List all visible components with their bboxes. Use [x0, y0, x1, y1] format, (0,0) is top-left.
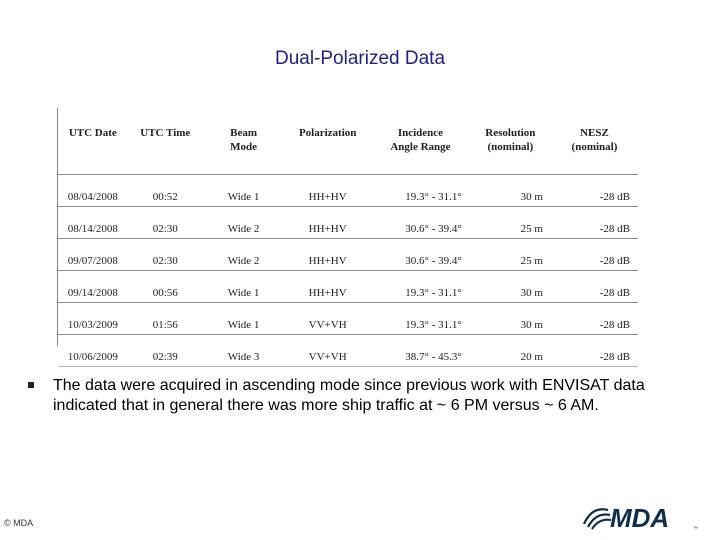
column-header-line1: Polarization	[298, 127, 357, 139]
table-cell: 02:30	[128, 206, 203, 238]
table-cell: -28 dB	[551, 174, 638, 206]
table-cell: VV+VH	[284, 302, 371, 334]
column-header-line2: (nominal)	[571, 141, 618, 153]
column-header	[284, 108, 371, 174]
table-row	[58, 174, 638, 206]
mda-logo	[582, 500, 700, 532]
table-header-row	[58, 108, 638, 174]
table-cell: -28 dB	[551, 270, 638, 302]
table-cell: Wide 1	[203, 302, 284, 334]
bullet-square-icon	[28, 382, 34, 388]
column-header	[203, 108, 284, 174]
table-cell: 30.6° - 39.4°	[371, 206, 470, 238]
logo-text: MDA	[610, 503, 670, 532]
table-cell: 08/14/2008	[58, 206, 128, 238]
table-cell: 10/06/2009	[58, 334, 128, 366]
acquisition-table-container	[57, 108, 638, 363]
column-header	[128, 108, 203, 174]
table-row	[58, 206, 638, 238]
bullet-text: The data were acquired in ascending mode since previous work with ENVISAT data indicated that in general there was more ship traffic at ~ 6 PM versus ~ 6 AM.	[53, 377, 645, 414]
table-cell: HH+HV	[284, 270, 371, 302]
table-cell: 02:39	[128, 334, 203, 366]
table-cell: Wide 1	[203, 270, 284, 302]
table-cell: HH+HV	[284, 238, 371, 270]
table-cell: Wide 3	[203, 334, 284, 366]
table-cell: 09/14/2008	[58, 270, 128, 302]
table-cell: Wide 1	[203, 174, 284, 206]
column-header-line1: NESZ	[580, 127, 609, 139]
column-header-line1: UTC Time	[140, 127, 191, 139]
column-header	[58, 108, 128, 174]
table-cell: 02:30	[128, 238, 203, 270]
copyright-notice: © MDA	[4, 518, 34, 528]
table-cell: 25 m	[470, 238, 551, 270]
table-cell: 10/03/2009	[58, 302, 128, 334]
trademark-mark: ™	[693, 526, 698, 532]
acquisition-table	[58, 108, 638, 367]
table-row	[58, 270, 638, 302]
column-header	[551, 108, 638, 174]
table-cell: 19.3° - 31.1°	[371, 174, 470, 206]
table-row	[58, 302, 638, 334]
table-row	[58, 334, 638, 366]
column-header-line1: Resolution	[485, 127, 536, 139]
table-cell: 19.3° - 31.1°	[371, 302, 470, 334]
column-header	[470, 108, 551, 174]
column-header-line2: (nominal)	[487, 141, 534, 153]
table-cell: 01:56	[128, 302, 203, 334]
table-cell: VV+VH	[284, 334, 371, 366]
table-cell: 00:56	[128, 270, 203, 302]
table-cell: -28 dB	[551, 206, 638, 238]
table-cell: -28 dB	[551, 238, 638, 270]
table-cell: 30 m	[470, 270, 551, 302]
table-cell: 19.3° - 31.1°	[371, 270, 470, 302]
table-cell: 00:52	[128, 174, 203, 206]
column-header-line2: Mode	[230, 141, 258, 153]
slide-title: Dual-Polarized Data	[274, 48, 446, 69]
column-header-line2: Angle Range	[390, 141, 451, 153]
table-cell: 09/07/2008	[58, 238, 128, 270]
column-header-line1: Beam	[230, 127, 258, 139]
table-cell: 08/04/2008	[58, 174, 128, 206]
table-cell: 20 m	[470, 334, 551, 366]
table-cell: 25 m	[470, 206, 551, 238]
table-body	[58, 174, 638, 366]
logo-swoosh-icon	[584, 509, 611, 529]
table-cell: Wide 2	[203, 238, 284, 270]
table-cell: 30 m	[470, 174, 551, 206]
table-cell: 38.7° - 45.3°	[371, 334, 470, 366]
table-cell: Wide 2	[203, 206, 284, 238]
column-header-line1: UTC Date	[68, 127, 117, 139]
table-cell: -28 dB	[551, 302, 638, 334]
column-header-line1: Incidence	[397, 127, 444, 139]
table-cell: 30 m	[470, 302, 551, 334]
table-cell: -28 dB	[551, 334, 638, 366]
table-cell: HH+HV	[284, 174, 371, 206]
column-header	[371, 108, 470, 174]
table-cell: 30.6° - 39.4°	[371, 238, 470, 270]
table-row	[58, 238, 638, 270]
table-cell: HH+HV	[284, 206, 371, 238]
